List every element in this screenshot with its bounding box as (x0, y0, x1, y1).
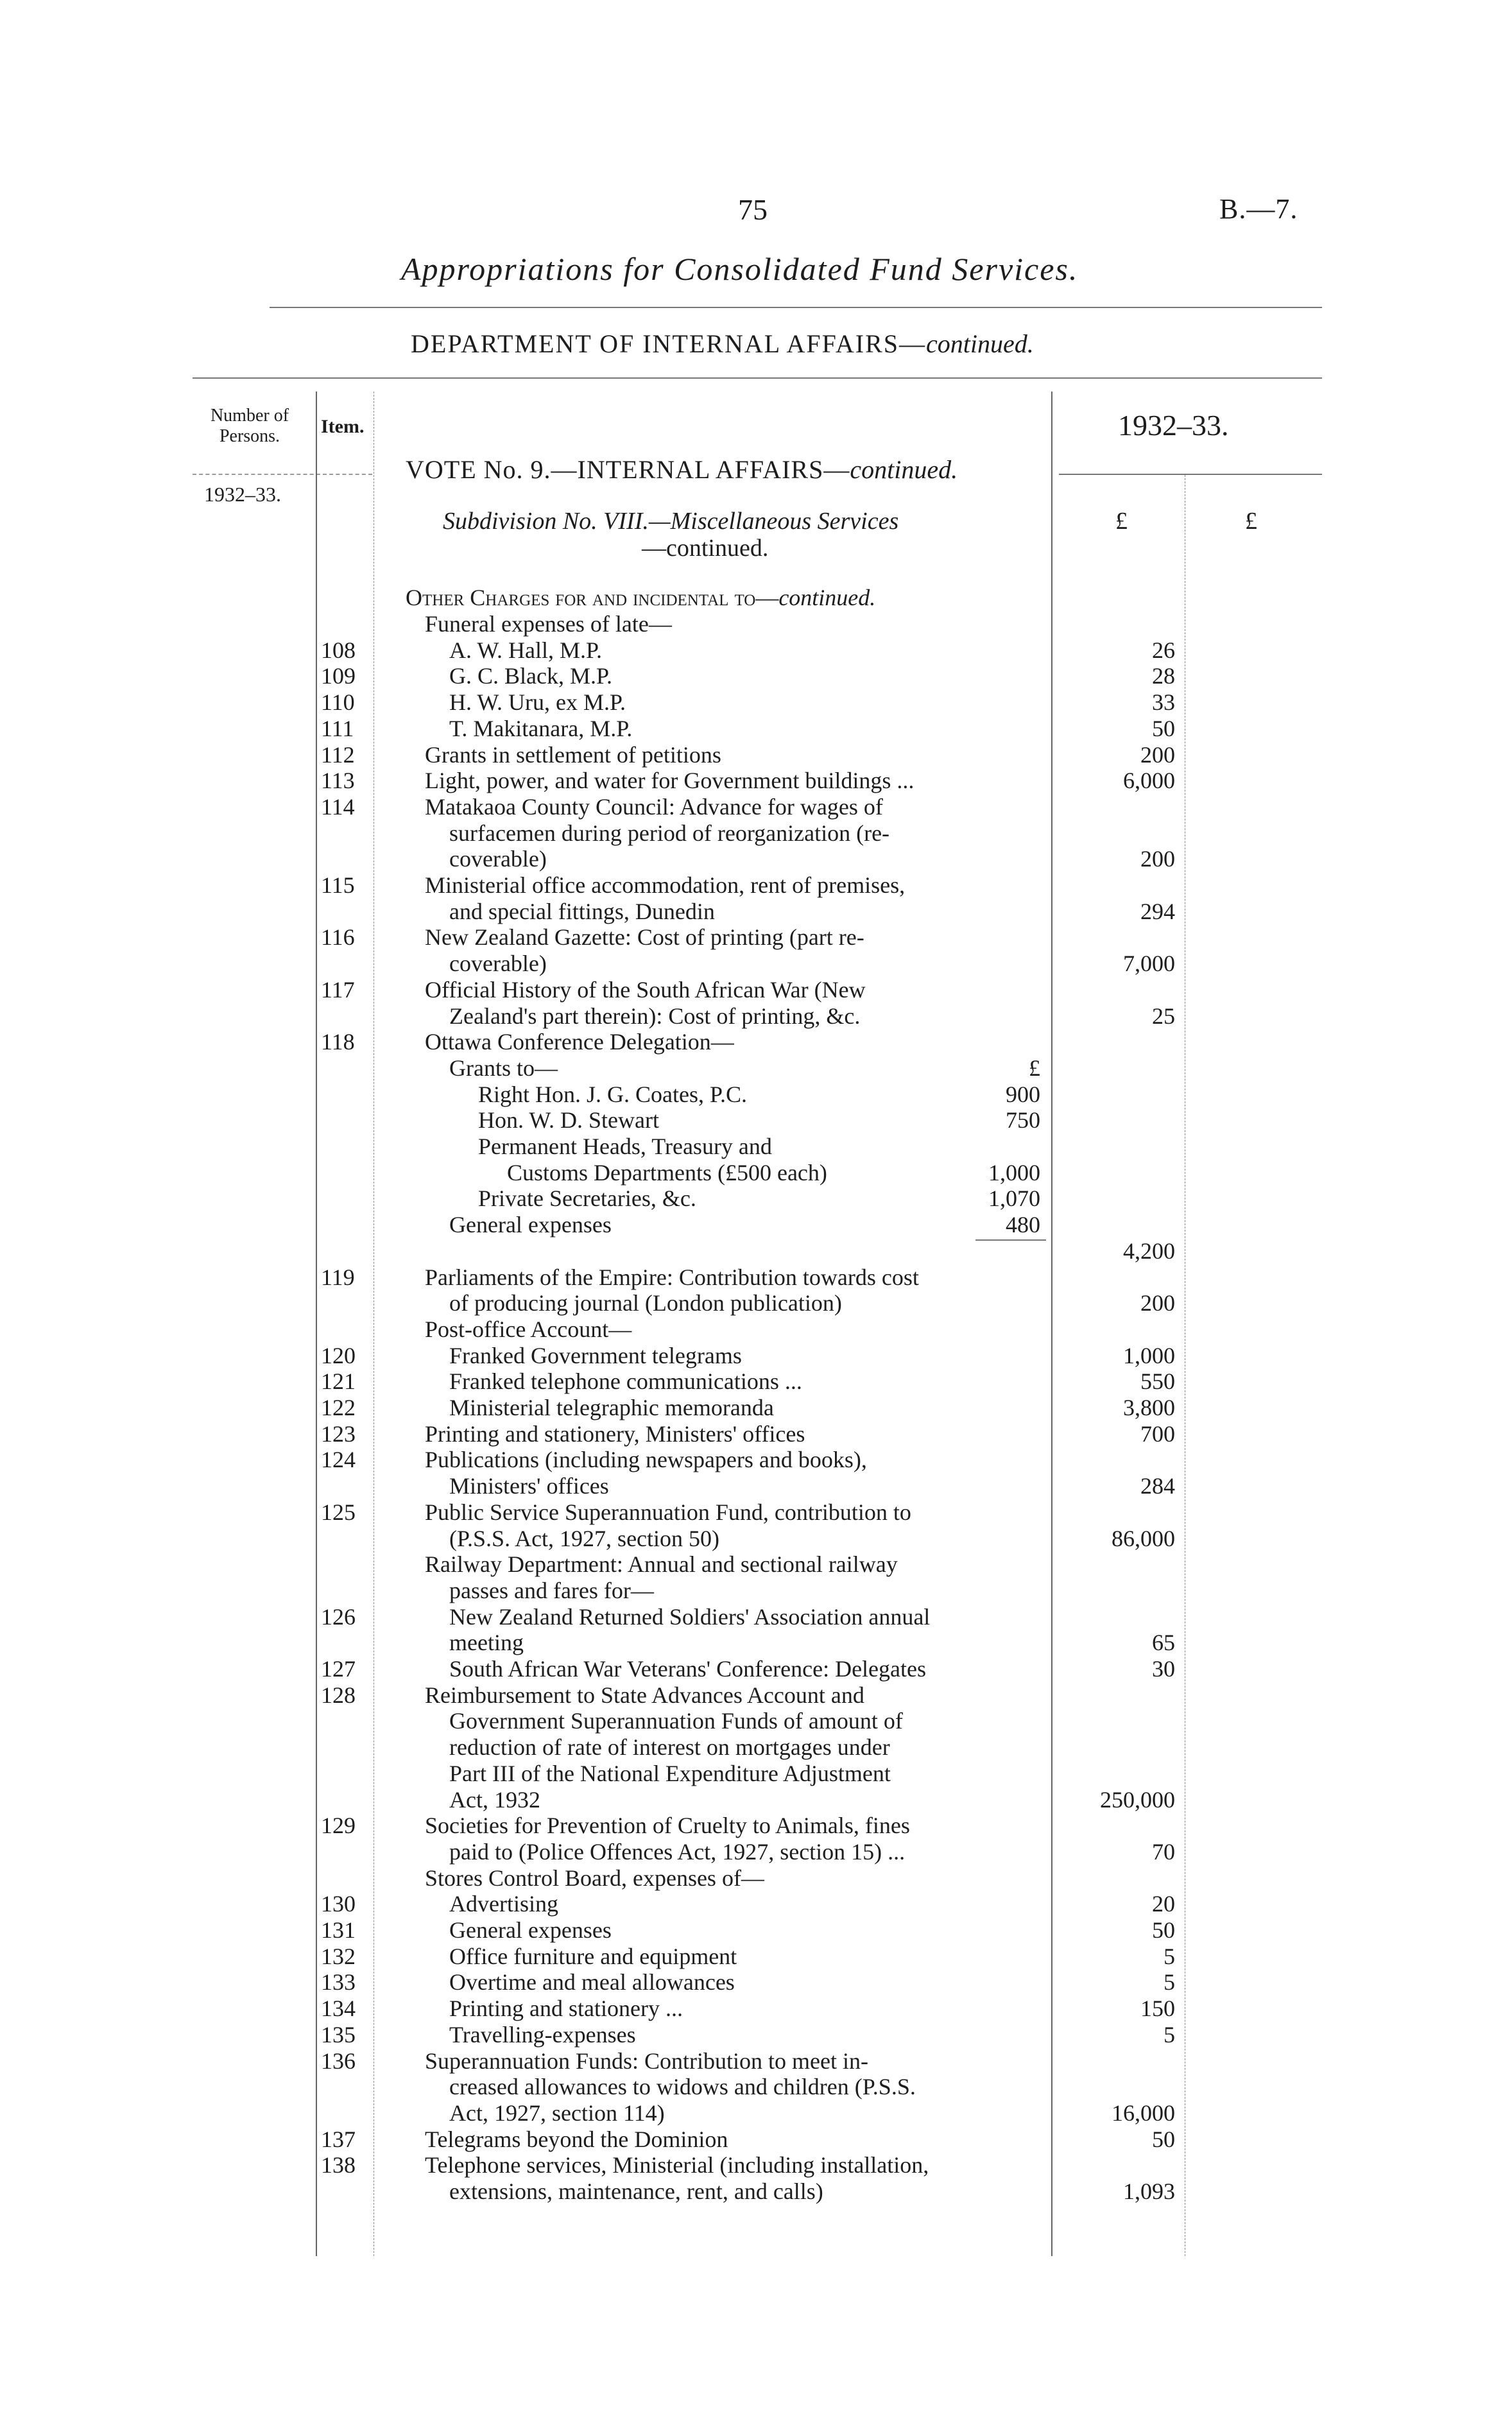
sub-amount: £ (1029, 1055, 1040, 1081)
item-description: Advertising (449, 1891, 558, 1917)
item-description: Right Hon. J. G. Coates, P.C. (478, 1081, 748, 1107)
table-row (0, 716, 1512, 741)
pound-sign-1: £ (1115, 508, 1128, 535)
item-amount: 65 (1152, 1630, 1175, 1656)
item-amount: 3,800 (1123, 1395, 1175, 1420)
table-row (0, 1891, 1512, 1917)
table-row (0, 1290, 1512, 1316)
item-number: 126 (321, 1603, 356, 1630)
item-number: 108 (321, 637, 356, 663)
item-amount: 250,000 (1100, 1786, 1175, 1813)
item-description: extensions, maintenance, rent, and calls) (449, 2178, 823, 2204)
table-row (0, 742, 1512, 768)
page-title: Appropriations for Consolidated Fund Services. (401, 251, 1079, 287)
table-row (0, 1421, 1512, 1447)
table-row (0, 1160, 1512, 1186)
vote-title: VOTE No. 9.—INTERNAL AFFAIRS—continued. (406, 455, 958, 484)
table-row (0, 1264, 1512, 1290)
table-row (0, 1212, 1512, 1238)
table-row (0, 1395, 1512, 1420)
item-number: 135 (321, 2021, 356, 2048)
item-number: 110 (321, 689, 355, 716)
table-row (0, 1029, 1512, 1055)
table-row (0, 1003, 1512, 1029)
table-row (0, 1996, 1512, 2021)
item-amount: 1,000 (1123, 1342, 1175, 1368)
table-row (0, 794, 1512, 820)
item-number: 128 (321, 1682, 356, 1708)
item-description: Superannuation Funds: Contribution to meet in- (425, 2048, 868, 2074)
table-row (0, 1969, 1512, 1995)
item-description: Part III of the National Expenditure Adjustment (449, 1760, 891, 1786)
item-description: meeting (449, 1630, 524, 1656)
table-row (0, 1734, 1512, 1760)
table-row (0, 846, 1512, 872)
table-row (0, 1316, 1512, 1342)
item-number: 133 (321, 1969, 356, 1996)
item-number: 114 (321, 793, 355, 820)
item-number: 130 (321, 1891, 356, 1917)
table-row (0, 1499, 1512, 1525)
page-number: 75 (738, 193, 768, 226)
table-row (0, 1551, 1512, 1577)
item-amount: 284 (1140, 1473, 1175, 1499)
table-row (0, 1917, 1512, 1943)
table-row (0, 2048, 1512, 2074)
item-description: creased allowances to widows and children (P.S.S. (449, 2074, 916, 2100)
table-row (0, 663, 1512, 689)
item-description: Societies for Prevention of Cruelty to Animals, fines (425, 1813, 910, 1839)
item-amount: 50 (1152, 715, 1175, 741)
item-description: Customs Departments (£500 each) (507, 1159, 827, 1186)
item-number: 125 (321, 1499, 356, 1525)
item-description: Post-office Account— (425, 1316, 632, 1342)
item-description: coverable) (449, 951, 547, 977)
table-row (0, 1839, 1512, 1865)
table-row (0, 1604, 1512, 1630)
table-row (0, 1656, 1512, 1682)
item-description: Permanent Heads, Treasury and (478, 1134, 772, 1159)
table-row (0, 2100, 1512, 2126)
item-amount: 16,000 (1112, 2100, 1175, 2126)
item-number: 124 (321, 1447, 356, 1473)
item-number: 112 (321, 741, 355, 768)
item-description: Printing and stationery, Ministers' offices (425, 1420, 805, 1447)
item-amount: 294 (1140, 898, 1175, 924)
table-row (0, 637, 1512, 663)
item-number: 127 (321, 1656, 356, 1682)
item-description: Ministerial telegraphic memoranda (449, 1395, 774, 1420)
item-description: Parliaments of the Empire: Contribution towards cost (425, 1264, 919, 1290)
item-number: 117 (321, 976, 355, 1003)
item-description: surfacemen during period of reorganization (re- (449, 820, 890, 846)
sub-amount: 750 (1006, 1107, 1040, 1134)
item-amount: 200 (1140, 741, 1175, 768)
item-amount: 86,000 (1112, 1525, 1175, 1551)
item-description: Matakaoa County Council: Advance for wages of (425, 793, 883, 820)
item-amount: 25 (1152, 1003, 1175, 1029)
item-description: passes and fares for— (449, 1577, 654, 1603)
item-description: paid to (Police Offences Act, 1927, section 15) ... (449, 1838, 906, 1865)
item-amount: 30 (1152, 1656, 1175, 1682)
item-number: 134 (321, 1996, 356, 2022)
table-row (0, 1813, 1512, 1838)
item-amount: 200 (1140, 846, 1175, 872)
table-row (0, 2178, 1512, 2204)
table-row (0, 1343, 1512, 1368)
item-amount: 200 (1140, 1290, 1175, 1316)
item-amount: 700 (1140, 1420, 1175, 1447)
item-description: Ministers' offices (449, 1473, 609, 1499)
item-description: A. W. Hall, M.P. (449, 637, 603, 663)
item-description: Ministerial office accommodation, rent of premises, (425, 872, 906, 898)
item-description: Act, 1927, section 114) (449, 2100, 665, 2126)
table-row (0, 1865, 1512, 1891)
item-description: of producing journal (London publication) (449, 1290, 842, 1316)
item-description: Travelling-expenses (449, 2021, 636, 2048)
item-number: 122 (321, 1395, 356, 1420)
item-amount: 20 (1152, 1891, 1175, 1917)
section-heading: Other Charges for and incidental to—continued. (406, 585, 876, 610)
table-row (0, 1368, 1512, 1394)
item-description: Official History of the South African War (New (425, 976, 866, 1003)
item-description: (P.S.S. Act, 1927, section 50) (449, 1525, 720, 1551)
table-row (0, 1107, 1512, 1133)
item-description: New Zealand Gazette: Cost of printing (part re- (425, 924, 864, 951)
item-description: Government Superannuation Funds of amount of (449, 1708, 903, 1734)
table-row (0, 899, 1512, 924)
table-row (0, 1761, 1512, 1786)
table-row (0, 1578, 1512, 1603)
item-description: T. Makitanara, M.P. (449, 715, 633, 741)
item-amount: 26 (1152, 637, 1175, 663)
table-row (0, 1447, 1512, 1472)
year-heading: 1932–33. (1118, 409, 1229, 442)
item-amount: 5 (1164, 1943, 1175, 1969)
table-row (0, 951, 1512, 976)
item-number: 113 (321, 768, 355, 794)
sub-amount: 900 (1006, 1081, 1040, 1107)
table-row (0, 1134, 1512, 1159)
item-description: South African War Veterans' Conference: Delegates (449, 1656, 926, 1682)
item-description: Publications (including newspapers and books), (425, 1447, 867, 1473)
item-number: 131 (321, 1917, 356, 1943)
item-description: Public Service Superannuation Fund, contribution to (425, 1499, 911, 1525)
item-description: Hon. W. D. Stewart (478, 1107, 659, 1134)
item-number: 119 (321, 1264, 355, 1290)
item-description: Overtime and meal allowances (449, 1969, 735, 1996)
item-number: 111 (321, 715, 354, 741)
item-number: 118 (321, 1029, 355, 1055)
table-row (0, 2126, 1512, 2152)
item-description: General expenses (449, 1212, 612, 1238)
item-heading: Item. (321, 416, 365, 437)
item-number: 115 (321, 872, 355, 898)
year-head-rule (1059, 474, 1322, 475)
table-row (0, 977, 1512, 1003)
item-description: Grants to— (449, 1055, 558, 1081)
item-description: Office furniture and equipment (449, 1943, 737, 1969)
item-description: Railway Department: Annual and sectional railway (425, 1551, 898, 1578)
table-row (0, 2022, 1512, 2048)
item-description: Telephone services, Ministerial (including installation, (425, 2152, 929, 2178)
table-row (0, 1082, 1512, 1107)
table-row (0, 611, 1512, 637)
title-rule (270, 307, 1322, 308)
table-row (0, 1473, 1512, 1499)
header-rule (193, 377, 1322, 379)
item-number: 120 (321, 1342, 356, 1368)
table-row (0, 1944, 1512, 1969)
left-year-label: 1932–33. (204, 483, 281, 506)
item-description: H. W. Uru, ex M.P. (449, 689, 626, 716)
item-description: G. C. Black, M.P. (449, 663, 613, 689)
pound-sign-2: £ (1245, 508, 1257, 535)
table-row (0, 1708, 1512, 1734)
item-description: Private Secretaries, &c. (478, 1186, 696, 1212)
subdivision-title: Subdivision No. VIII.—Miscellaneous Services (443, 508, 899, 535)
item-amount: 50 (1152, 2126, 1175, 2152)
sub-amount: 1,070 (988, 1186, 1040, 1212)
item-description: reduction of rate of interest on mortgages under (449, 1734, 890, 1761)
item-description: Light, power, and water for Government buildings ... (425, 768, 915, 794)
item-description: Zealand's part therein): Cost of printing, &c. (449, 1003, 861, 1029)
item-description: Printing and stationery ... (449, 1996, 683, 2022)
item-description: New Zealand Returned Soldiers' Association annual (449, 1603, 931, 1630)
item-description: Ottawa Conference Delegation— (425, 1029, 734, 1055)
item-amount: 5 (1164, 2021, 1175, 2048)
item-description: Grants in settlement of petitions (425, 741, 721, 768)
table-row (0, 689, 1512, 715)
item-description: coverable) (449, 846, 547, 872)
item-number: 132 (321, 1943, 356, 1969)
item-description: Franked Government telegrams (449, 1342, 742, 1368)
table-row (0, 2152, 1512, 2178)
subdivision-continued: —continued. (642, 535, 769, 562)
number-of-persons-heading: Number of Persons. (210, 406, 289, 446)
item-description: Telegrams beyond the Dominion (425, 2126, 728, 2152)
item-description: Funeral expenses of late— (425, 611, 672, 637)
item-amount: 5 (1164, 1969, 1175, 1996)
sub-amount: 480 (1006, 1212, 1040, 1238)
table-row (0, 768, 1512, 793)
table-row (0, 1186, 1512, 1211)
item-description: Stores Control Board, expenses of— (425, 1865, 764, 1891)
table-row (0, 872, 1512, 898)
item-amount: 150 (1140, 1996, 1175, 2022)
item-description: Franked telephone communications ... (449, 1368, 802, 1395)
item-description: General expenses (449, 1917, 612, 1943)
item-number: 123 (321, 1420, 356, 1447)
table-row (0, 1526, 1512, 1551)
table-row (0, 1055, 1512, 1081)
item-amount: 50 (1152, 1917, 1175, 1943)
item-number: 116 (321, 924, 355, 951)
table-row (0, 2074, 1512, 2100)
item-description: Act, 1932 (449, 1786, 540, 1813)
item-number: 109 (321, 663, 356, 689)
item-number: 121 (321, 1368, 356, 1395)
sub-amount: 1,000 (988, 1159, 1040, 1186)
item-amount: 70 (1152, 1838, 1175, 1865)
table-row (0, 1630, 1512, 1655)
item-amount: 7,000 (1123, 951, 1175, 977)
table-row (0, 1787, 1512, 1813)
table-row (0, 924, 1512, 950)
item-number: 129 (321, 1813, 356, 1839)
item-amount: 550 (1140, 1368, 1175, 1395)
item-amount: 28 (1152, 663, 1175, 689)
table-row (0, 820, 1512, 846)
item-number: 136 (321, 2048, 356, 2074)
item-description: and special fittings, Dunedin (449, 898, 715, 924)
item-amount: 6,000 (1123, 768, 1175, 794)
item-amount: 4,200 (1123, 1238, 1175, 1264)
item-description: Reimbursement to State Advances Account and (425, 1682, 864, 1708)
item-number: 137 (321, 2126, 356, 2152)
document-reference: B.—7. (1219, 193, 1298, 225)
column-head-rule (193, 474, 372, 475)
table-row (0, 1238, 1512, 1264)
item-amount: 1,093 (1123, 2178, 1175, 2204)
department-heading: DEPARTMENT OF INTERNAL AFFAIRS—continued. (411, 329, 1034, 358)
item-amount: 33 (1152, 689, 1175, 716)
table-row (0, 1682, 1512, 1708)
item-number: 138 (321, 2152, 356, 2178)
